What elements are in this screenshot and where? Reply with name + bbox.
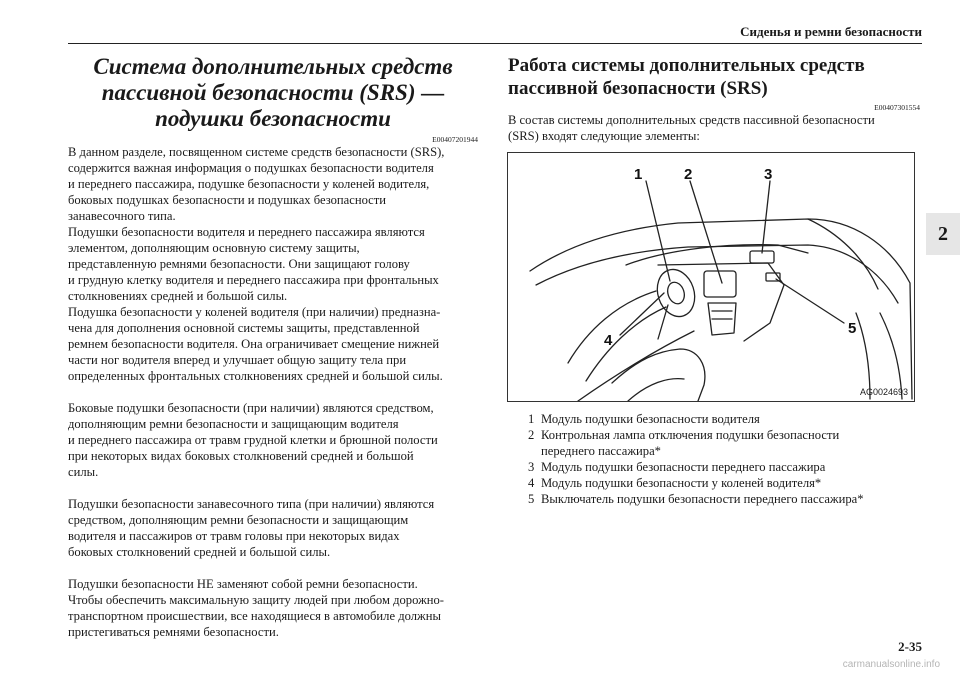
left-column [68, 54, 478, 640]
callout-4: 4 [604, 332, 613, 349]
list-item [528, 427, 920, 459]
list-item [528, 459, 920, 475]
srs-component-illustration [507, 152, 915, 402]
title-line-2: пассивной безопасности (SRS) [508, 78, 768, 99]
running-header: Сиденья и ремни безопасности [740, 24, 922, 39]
list-item-number: 2 [528, 428, 535, 442]
callout-5: 5 [848, 320, 857, 337]
list-item-number: 1 [528, 412, 535, 426]
paragraph-side-airbags: Боковые подушки безопасности (при наличии) являются средством, дополняющим ремни безопасности и защищающим водителя и переднего пассажира от травм грудной клетки и брюшной полости при некоторых видах боковых столкновений средней и большой силы. [68, 401, 438, 479]
list-item [528, 411, 920, 427]
list-item-number: 4 [528, 476, 535, 490]
page-number: 2-35 [898, 639, 922, 654]
callout-1: 1 [634, 166, 643, 183]
list-item-text: Модуль подушки безопасности водителя [541, 412, 760, 426]
list-item-number: 5 [528, 492, 535, 506]
paragraph-seatbelt-warning: Подушки безопасности НЕ заменяют собой ремни безопасности. Чтобы обеспечить максимальную защиту людей при любом дорожно- транспортном происшествии, все находящиеся в автомобиле должны пристегиваться ремнями безопасности. [68, 577, 445, 639]
watermark: carmanualsonline.info [842, 659, 940, 670]
section-code-right: E00407301554 [874, 103, 920, 112]
figure-code: AG0024693 [859, 387, 908, 397]
car-interior-drawing [508, 153, 914, 401]
list-item-text: Контрольная лампа отключения подушки безопасности переднего пассажира* [541, 428, 840, 458]
callout-2: 2 [684, 166, 693, 183]
callout-3: 3 [764, 166, 773, 183]
section-title-srs-airbags: Система дополнительных средств пассивной безопасности (SRS) — подушки безопасности [93, 54, 453, 131]
header-rule [68, 43, 922, 44]
component-list [528, 411, 920, 507]
list-item-text: Модуль подушки безопасности у коленей водителя* [541, 476, 822, 490]
list-item-number: 3 [528, 460, 535, 474]
list-item-text: Выключатель подушки безопасности переднего пассажира* [541, 492, 864, 506]
list-item-text: Модуль подушки безопасности переднего пассажира [541, 460, 826, 474]
chapter-tab: 2 [926, 213, 960, 255]
right-column [508, 54, 920, 144]
paragraph-srs-components: В состав системы дополнительных средств пассивной безопасности (SRS) входят следующие элементы: [508, 113, 875, 143]
paragraph-curtain-airbags: Подушки безопасности занавесочного типа (при наличии) являются средством, дополняющим ремни безопасности и защищающим водителя и пассажиров от травм головы при некоторых видах боковых столкновений средней и большой силы. [68, 497, 435, 559]
list-item [528, 475, 920, 491]
paragraph-intro: В данном разделе, посвященном системе средств безопасности (SRS), содержится важная информация о подушках безопасности водителя и переднего пассажира, подушке безопасности у коленей водителя, боковых подушках безопасности и подушках безопасности занавесочного типа. Подушки безопасности водителя и переднего пассажира являются элементом, дополняющим основную систему защиты, представленную ремнями безопасности. Они защищают голову и грудную клетку водителя и переднего пассажира при фронтальных столкновениях средней и большой силы. Подушка безопасности у коленей водителя (при наличии) предназна- чена для дополнения основной системы защиты, представленной ремнем безопасности водителя. Она ограничивает смещение нижней части ног водителя вперед и улучшает общую защиту тела при определенных фронтальных столкновениях средней и большой силы. [68, 145, 445, 383]
list-item [528, 491, 920, 507]
section-title-srs-operation [508, 54, 920, 100]
title-line-1: Работа системы дополнительных средств [508, 55, 865, 76]
section-code: E00407201944 [432, 135, 478, 144]
